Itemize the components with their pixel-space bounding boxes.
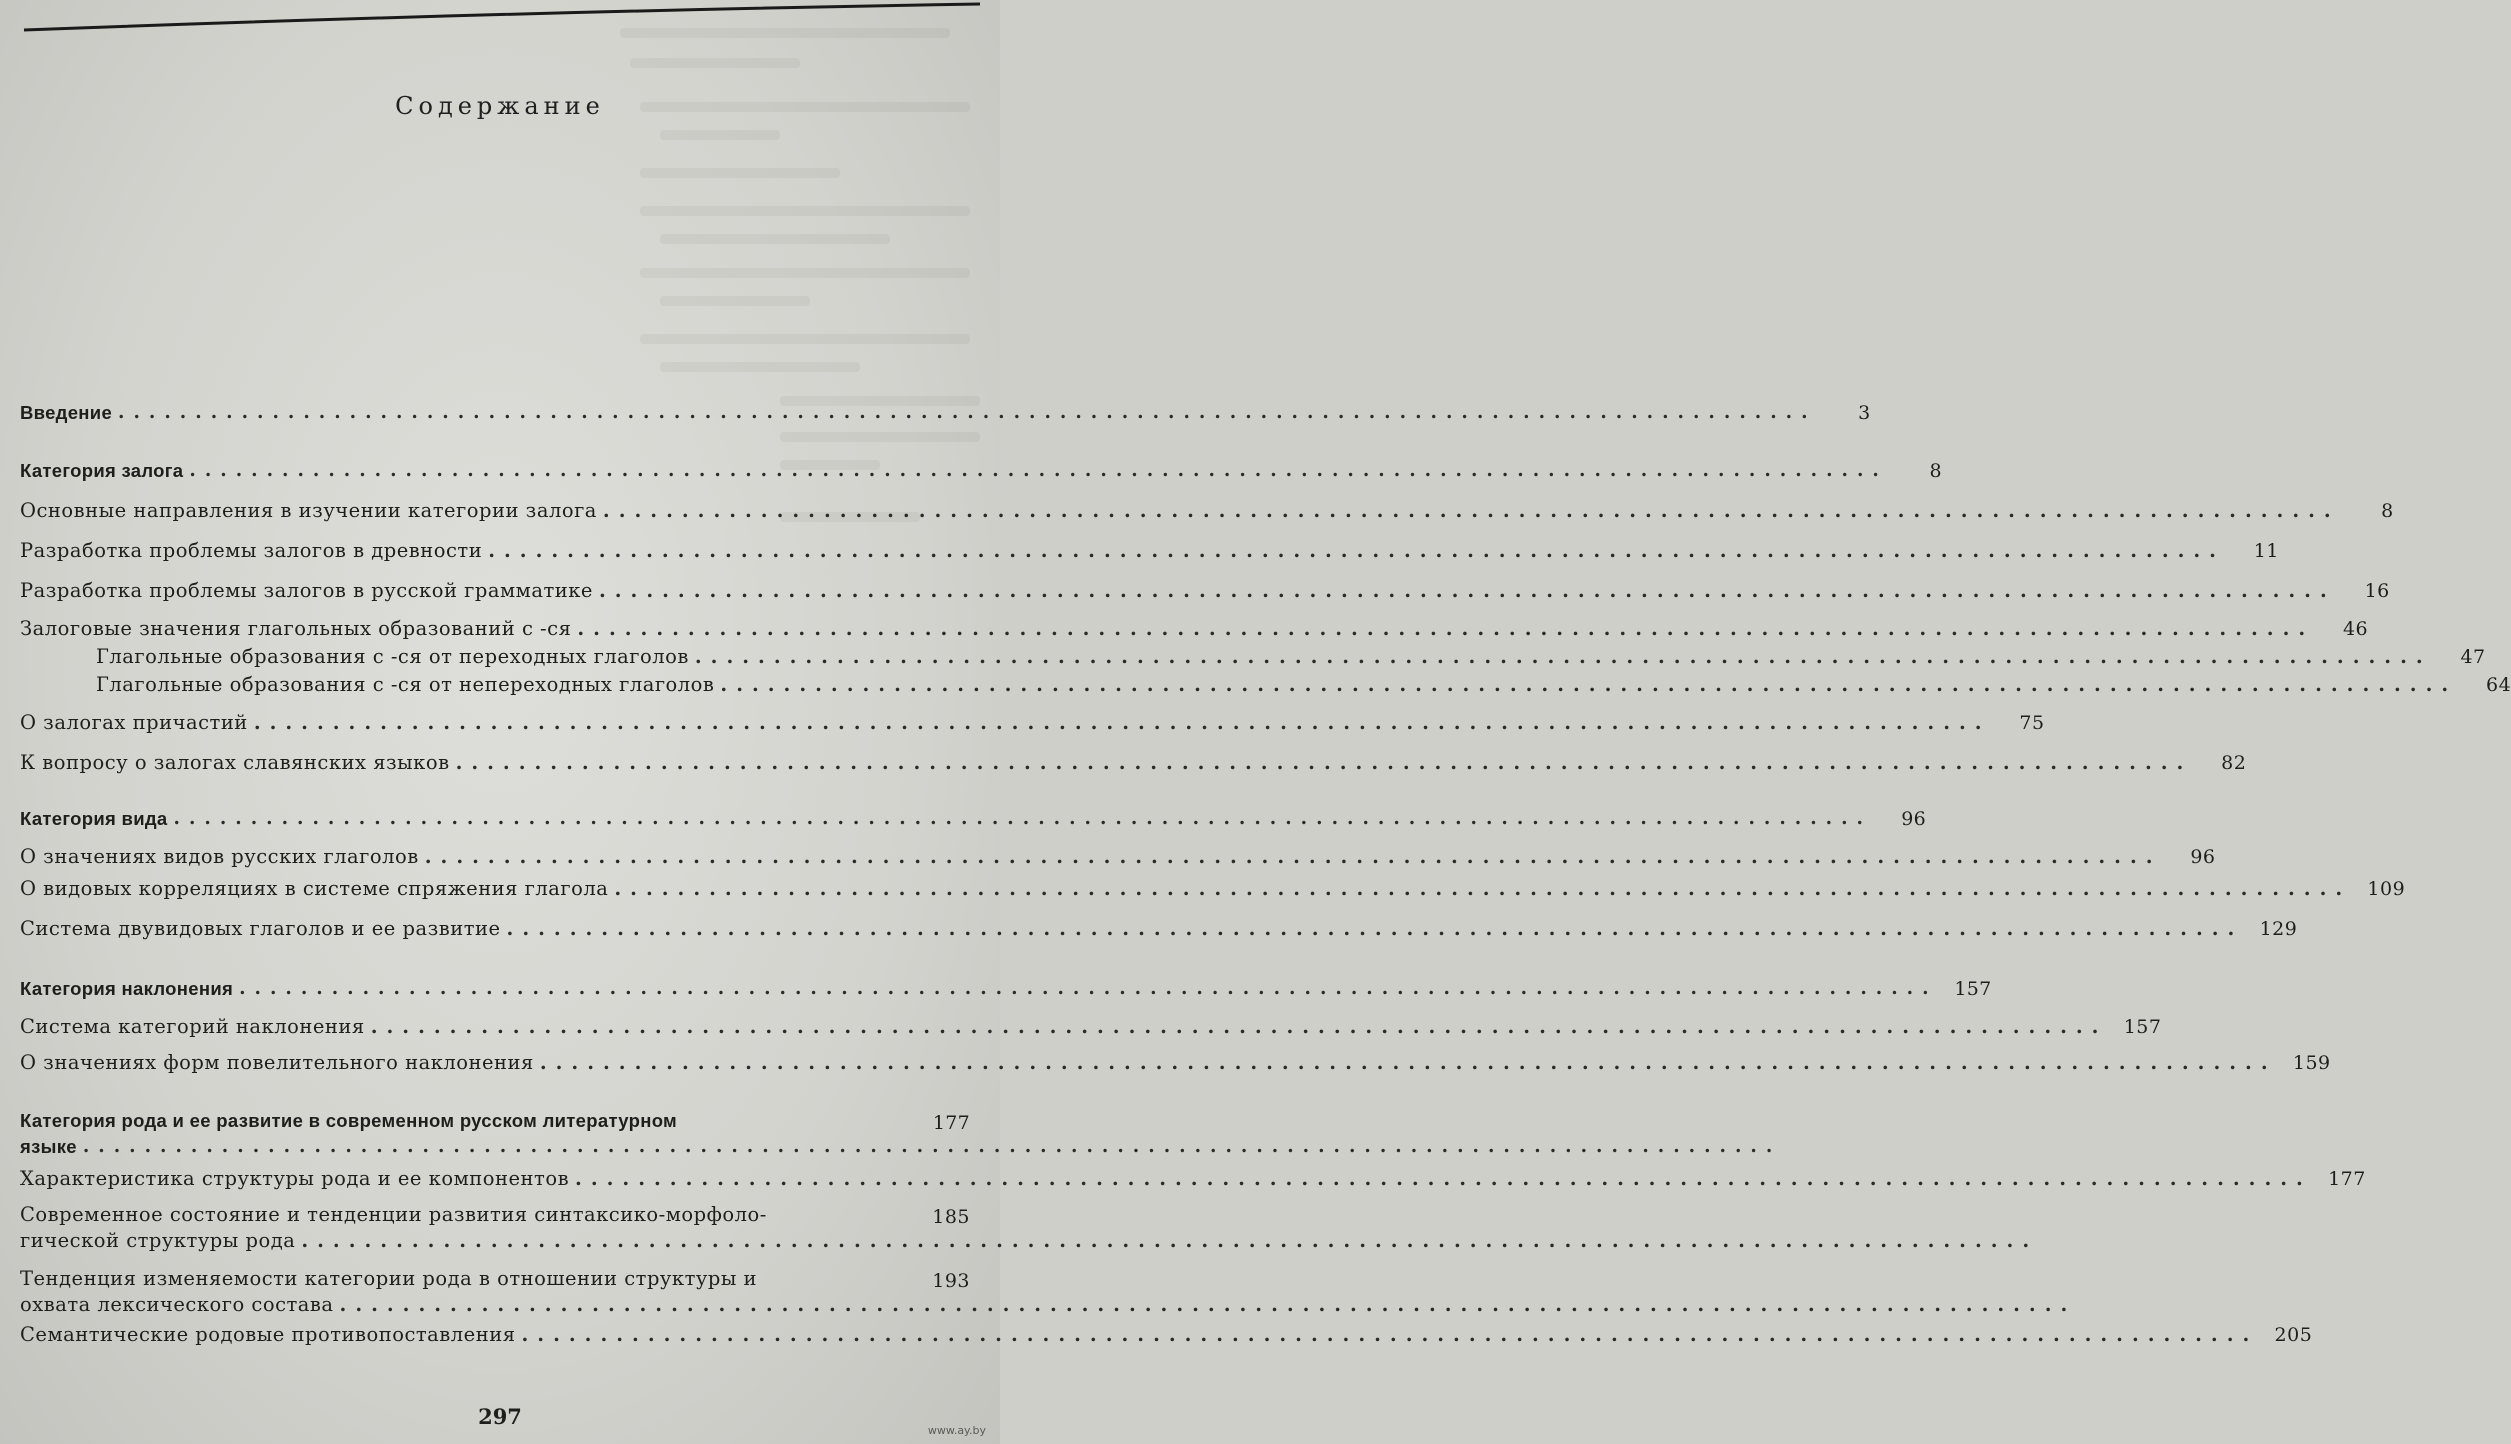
dot-leader: .............................................................................................................. xyxy=(82,1136,1782,1157)
toc-entry-label: Категория залога xyxy=(20,460,184,481)
toc-entry xyxy=(20,400,1871,426)
toc-entry xyxy=(20,916,2298,942)
toc-entry xyxy=(20,538,2279,564)
toc-entry-page: 157 xyxy=(2123,1016,2162,1038)
dot-leader: .............................................................................................................. xyxy=(424,845,2162,868)
toc-entry xyxy=(20,498,2394,524)
toc-entry xyxy=(20,876,2406,902)
toc-entry-label-line2: охвата лексического состава xyxy=(20,1293,334,1316)
toc-entry xyxy=(20,1266,2077,1318)
dot-leader: .............................................................................................................. xyxy=(539,1051,2277,1074)
toc-entry xyxy=(20,644,2486,670)
toc-entry xyxy=(20,1108,1782,1160)
toc-entry xyxy=(20,1166,2366,1192)
toc-entry-page: 129 xyxy=(2259,918,2298,940)
toc-entry-page: 8 xyxy=(1929,460,1942,482)
toc-entry xyxy=(20,1322,2313,1348)
dot-leader: .............................................................................................................. xyxy=(455,751,2193,774)
toc-entry-page: 64 xyxy=(2486,674,2511,696)
table-of-contents xyxy=(20,400,2511,1348)
toc-entry-label-line2: языке xyxy=(20,1136,77,1157)
toc-entry-label: Введение xyxy=(20,402,113,423)
toc-entry-page: 46 xyxy=(2342,618,2369,640)
toc-entry-page: 75 xyxy=(2019,712,2045,734)
toc-entry-page: 82 xyxy=(2221,752,2247,774)
toc-entry-label: О значениях видов русских глаголов xyxy=(20,845,419,868)
toc-entry xyxy=(20,458,1942,484)
toc-entry-page: 3 xyxy=(1858,402,1871,424)
dot-leader: .............................................................................................................. xyxy=(720,673,2458,696)
dot-leader: .............................................................................................................. xyxy=(602,499,2340,522)
top-rule-line xyxy=(22,2,982,42)
toc-entry-label: Категория наклонения xyxy=(20,978,234,999)
dot-leader: .............................................................................................................. xyxy=(301,1229,2039,1252)
toc-entry-page: 8 xyxy=(2381,500,2394,522)
dot-leader: .............................................................................................................. xyxy=(598,579,2336,602)
toc-entry-label: Основные направления в изучении категории залога xyxy=(20,499,597,522)
page-number: 297 xyxy=(478,1404,522,1429)
toc-entry xyxy=(20,1014,2162,1040)
toc-entry-page: 47 xyxy=(2460,646,2486,668)
toc-entry-label-line1: Категория рода и ее развитие в современном русском литературном xyxy=(20,1110,678,1131)
dot-leader: .............................................................................................................. xyxy=(575,1167,2312,1190)
dot-leader: .............................................................................................................. xyxy=(370,1015,2108,1038)
dot-leader: .............................................................................................................. xyxy=(253,711,1991,734)
toc-entry-label: Глагольные образования с -ся от переходных глаголов xyxy=(96,645,689,668)
dot-leader: .............................................................................................................. xyxy=(506,917,2244,940)
dot-leader: .............................................................................................................. xyxy=(118,402,1817,423)
toc-entry xyxy=(20,672,2511,698)
toc-entry-page: 157 xyxy=(1954,978,1992,1000)
toc-entry-page: 16 xyxy=(2364,580,2390,602)
toc-entry-label: Система двувидовых глаголов и ее развитие xyxy=(20,917,501,940)
toc-entry-label: К вопросу о залогах славянских языков xyxy=(20,751,450,774)
toc-entry-label: О видовых корреляциях в системе спряжения глагола xyxy=(20,877,609,900)
toc-entry-page: 205 xyxy=(2274,1324,2313,1346)
toc-entry xyxy=(20,616,2369,642)
dot-leader: .............................................................................................................. xyxy=(488,539,2225,562)
toc-entry-label: О залогах причастий xyxy=(20,711,248,734)
toc-entry-label-line2: гической структуры рода xyxy=(20,1229,296,1252)
toc-entry xyxy=(20,1050,2331,1076)
toc-entry-page: 177 xyxy=(932,1112,970,1134)
toc-entry-page: 96 xyxy=(1901,808,1926,830)
dot-leader: .............................................................................................................. xyxy=(694,645,2432,668)
toc-entry xyxy=(20,806,1926,832)
toc-entry-label: Категория вида xyxy=(20,808,168,829)
toc-entry-page: 177 xyxy=(2328,1168,2366,1190)
toc-entry-page: 185 xyxy=(932,1206,970,1228)
toc-entry-page: 11 xyxy=(2253,540,2279,562)
dot-leader: .............................................................................................................. xyxy=(173,808,1872,829)
dot-leader: .............................................................................................................. xyxy=(577,617,2315,640)
toc-entry-line2 xyxy=(20,1228,2039,1254)
toc-entry-label: Система категорий наклонения xyxy=(20,1015,365,1038)
toc-entry xyxy=(20,844,2216,870)
toc-entry-label-line1: Современное состояние и тенденции развития синтаксико-морфоло- xyxy=(20,1203,767,1226)
toc-entry-label: Разработка проблемы залогов в древности xyxy=(20,539,483,562)
toc-entry-line2 xyxy=(20,1134,1782,1160)
toc-entry-line2 xyxy=(20,1292,2077,1318)
dot-leader: .............................................................................................................. xyxy=(521,1323,2259,1346)
toc-entry xyxy=(20,750,2247,776)
toc-entry xyxy=(20,578,2390,604)
toc-entry-page: 109 xyxy=(2367,878,2406,900)
toc-entry xyxy=(20,1202,2039,1254)
toc-entry xyxy=(20,976,1992,1002)
dot-leader: .............................................................................................................. xyxy=(189,460,1888,481)
watermark: www.ay.by xyxy=(927,1424,986,1437)
toc-entry-page: 193 xyxy=(932,1270,970,1292)
toc-entry-label: Семантические родовые противопоставления xyxy=(20,1323,516,1346)
dot-leader: .............................................................................................................. xyxy=(239,978,1938,999)
toc-entry-label: Глагольные образования с -ся от непереходных глаголов xyxy=(96,673,715,696)
page-title: Содержание xyxy=(395,92,605,120)
toc-entry-label: Разработка проблемы залогов в русской грамматике xyxy=(20,579,593,602)
toc-entry-page: 96 xyxy=(2190,846,2216,868)
toc-entry-label: Характеристика структуры рода и ее компонентов xyxy=(20,1167,570,1190)
toc-entry xyxy=(20,710,2045,736)
toc-entry-label-line1: Тенденция изменяемости категории рода в отношении структуры и xyxy=(20,1267,758,1290)
toc-entry-page: 159 xyxy=(2292,1052,2331,1074)
toc-entry-label: Залоговые значения глагольных образований с -ся xyxy=(20,617,572,640)
toc-entry-label: О значениях форм повелительного наклонения xyxy=(20,1051,534,1074)
dot-leader: .............................................................................................................. xyxy=(614,877,2352,900)
dot-leader: .............................................................................................................. xyxy=(339,1293,2077,1316)
